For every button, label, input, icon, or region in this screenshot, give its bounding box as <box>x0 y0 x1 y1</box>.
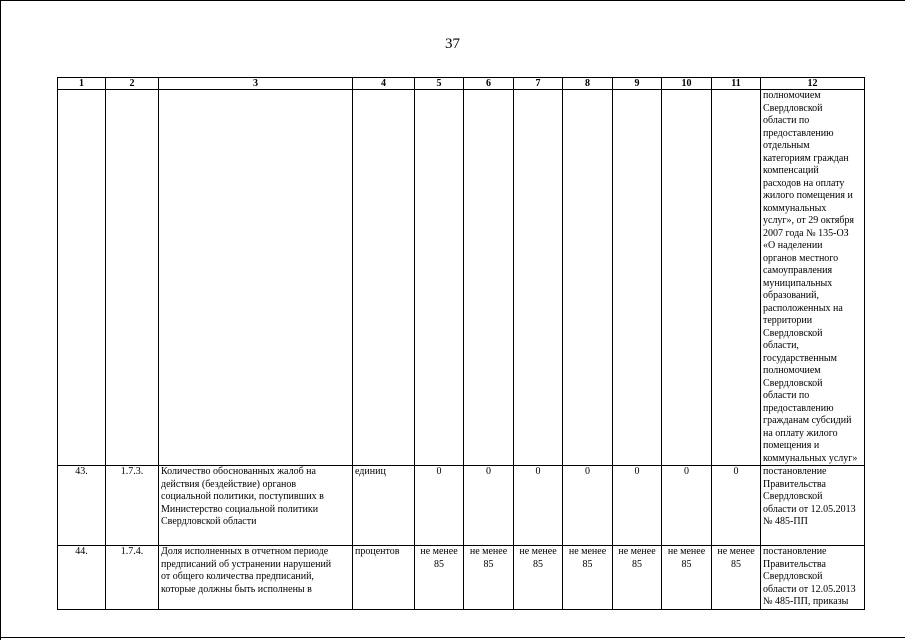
value-cell: 0 <box>514 466 563 546</box>
table-cell <box>563 90 613 466</box>
basis-line: № 485-ПП <box>763 516 808 527</box>
basis-line: предоставлению <box>763 402 834 414</box>
basis-line: гражданам субсидий <box>763 415 852 426</box>
basis-line: «О наделении <box>763 240 823 251</box>
table-cell <box>514 90 563 466</box>
value-number: 85 <box>681 558 692 570</box>
indicators-table <box>57 77 865 610</box>
table-cell <box>159 90 353 466</box>
basis-line: на оплату жилого <box>763 427 838 439</box>
header-col-3: 3 <box>159 78 353 90</box>
indicator-line: предписаний об устранении нарушений <box>161 558 332 570</box>
value-cell: 0 <box>563 466 613 546</box>
header-col-12: 12 <box>761 78 865 90</box>
header-col-5: 5 <box>415 78 464 90</box>
header-col-11: 11 <box>712 78 761 90</box>
value-qualifier: не менее <box>618 546 656 557</box>
indicator-line: Свердловской области <box>161 516 257 527</box>
indicator-cell <box>159 466 353 546</box>
basis-line: Правительства <box>763 478 826 490</box>
header-col-10: 10 <box>662 78 712 90</box>
value-qualifier: не менее <box>420 546 458 557</box>
header-col-9: 9 <box>613 78 662 90</box>
table-cell <box>662 90 712 466</box>
basis-line: полномочием <box>763 365 821 376</box>
table-cell <box>58 90 106 466</box>
basis-cell <box>761 546 865 610</box>
basis-line: отдельным <box>763 140 810 151</box>
basis-line: Правительства <box>763 558 826 570</box>
value-cell <box>415 546 464 610</box>
value-cell <box>464 546 514 610</box>
value-qualifier: не менее <box>667 546 706 557</box>
value-cell <box>613 546 662 610</box>
value-cell: 0 <box>613 466 662 546</box>
row-code: 1.7.4. <box>106 546 159 610</box>
basis-cell <box>761 466 865 546</box>
basis-line: расположенных на <box>763 302 843 314</box>
basis-line: области от 12.05.2013 <box>763 503 856 515</box>
basis-line: коммунальных <box>763 202 827 214</box>
basis-line: территории <box>763 315 813 326</box>
basis-line: постановление <box>763 546 827 557</box>
value-number: 85 <box>731 558 741 570</box>
basis-line: Свердловской <box>763 491 823 502</box>
row-number: 44. <box>58 546 106 610</box>
table-row-43 <box>58 466 865 546</box>
row-number: 43. <box>58 466 106 546</box>
value-cell <box>563 546 613 610</box>
header-col-2: 2 <box>106 78 159 90</box>
basis-line: Свердловской <box>763 102 823 114</box>
value-cell: 0 <box>464 466 514 546</box>
header-col-4: 4 <box>353 78 415 90</box>
page-frame-bottom <box>0 637 905 638</box>
value-cell: 0 <box>712 466 761 546</box>
basis-line: Свердловской <box>763 327 823 339</box>
value-cell: 0 <box>415 466 464 546</box>
basis-line: области по <box>763 115 810 126</box>
table-cell <box>712 90 761 466</box>
basis-line: образований, <box>763 290 820 301</box>
basis-line: расходов на оплату <box>763 177 845 189</box>
row-code: 1.7.3. <box>106 466 159 546</box>
basis-line: самоуправления <box>763 265 833 276</box>
basis-line: области от 12.05.2013 <box>763 583 856 595</box>
value-cell <box>712 546 761 610</box>
continuation-row <box>58 90 865 466</box>
basis-line: муниципальных <box>763 277 833 289</box>
page-frame-top <box>0 0 905 1</box>
indicator-line: которые должны быть исполнены в <box>161 583 312 595</box>
indicator-line: Министерство социальной политики <box>161 503 319 515</box>
table-cell <box>353 90 415 466</box>
basis-line: органов местного <box>763 252 839 264</box>
header-col-8: 8 <box>563 78 613 90</box>
basis-line: помещения и <box>763 440 820 451</box>
value-number: 85 <box>483 558 494 570</box>
value-qualifier: не менее <box>519 546 557 557</box>
value-cell <box>662 546 712 610</box>
basis-line: № 485-ПП, приказы <box>763 596 849 607</box>
basis-line: коммунальных услуг» <box>763 452 858 464</box>
basis-line: компенсаций <box>763 165 819 176</box>
unit-cell: процентов <box>353 546 415 610</box>
header-col-7: 7 <box>514 78 563 90</box>
value-number: 85 <box>533 558 543 570</box>
page-frame-left <box>0 0 1 640</box>
basis-line: области по <box>763 390 810 401</box>
table-cell <box>106 90 159 466</box>
value-cell <box>514 546 563 610</box>
indicator-line: от общего количества предписаний, <box>161 571 314 582</box>
basis-line: услуг», от 29 октября <box>763 215 855 226</box>
basis-line: Свердловской <box>763 571 823 582</box>
indicator-cell <box>159 546 353 610</box>
value-number: 85 <box>434 558 444 570</box>
value-qualifier: не менее <box>469 546 508 557</box>
basis-line: постановление <box>763 466 827 477</box>
indicator-line: Количество обоснованных жалоб на <box>161 466 316 477</box>
unit-cell: единиц <box>353 466 415 546</box>
table-cell <box>613 90 662 466</box>
value-qualifier: не менее <box>568 546 607 557</box>
basis-line: предоставлению <box>763 127 834 139</box>
header-row <box>58 78 865 90</box>
indicator-line: Доля исполненных в отчетном периоде <box>161 546 329 557</box>
value-qualifier: не менее <box>717 546 755 557</box>
table-cell <box>415 90 464 466</box>
indicator-line: социальной политики, поступивших в <box>161 491 324 502</box>
table-row-44 <box>58 546 865 610</box>
basis-line: 2007 года № 135-ОЗ <box>763 227 849 239</box>
basis-line: Свердловской <box>763 377 823 389</box>
table-cell <box>464 90 514 466</box>
value-cell: 0 <box>662 466 712 546</box>
continuation-basis-cell <box>761 90 865 466</box>
header-col-1: 1 <box>58 78 106 90</box>
basis-line: области, <box>763 340 799 351</box>
value-number: 85 <box>582 558 593 570</box>
basis-line: полномочием <box>763 90 821 101</box>
page-number: 37 <box>445 36 460 52</box>
basis-line: категориям граждан <box>763 152 849 164</box>
basis-line: государственным <box>763 352 837 364</box>
value-number: 85 <box>632 558 642 570</box>
indicator-line: действия (бездействие) органов <box>161 478 297 490</box>
basis-line: жилого помещения и <box>763 190 853 201</box>
header-col-6: 6 <box>464 78 514 90</box>
